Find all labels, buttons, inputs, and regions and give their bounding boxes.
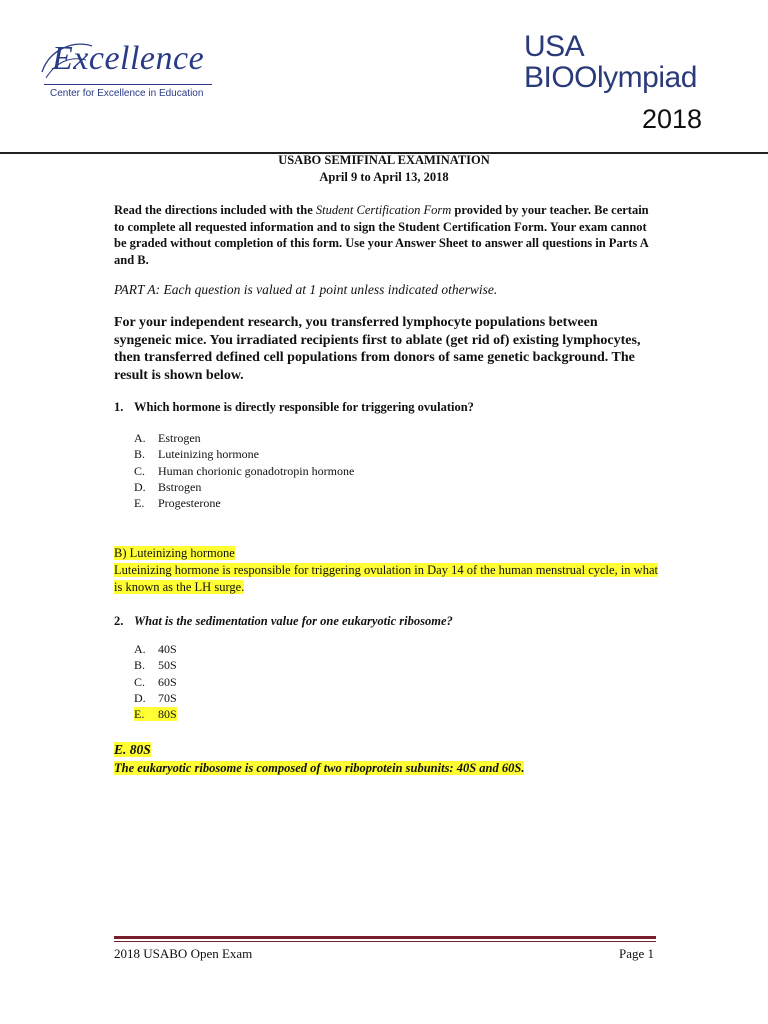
option-b[interactable]: B. Luteinizing hormone — [134, 447, 259, 462]
part-a-heading: PART A: Each question is valued at 1 point unless indicated otherwise. — [114, 282, 498, 297]
answer-1-explanation: Luteinizing hormone is responsible for triggering ovulation in Day 14 of the human menstrual cycle, in what is known as the LH surge. — [114, 563, 658, 594]
question-2-options — [134, 641, 177, 722]
option-d[interactable]: D. Bstrogen — [134, 479, 202, 494]
question-1-answer — [114, 545, 662, 596]
answer-1-title: B) Luteinizing hormone — [114, 546, 235, 560]
option-c[interactable]: C. Human chorionic gonadotropin hormone — [134, 463, 355, 478]
exam-dates: April 9 to April 13, 2018 — [319, 170, 449, 184]
option-d[interactable]: D. 70S — [134, 690, 177, 705]
option-e[interactable]: E. 80S — [134, 707, 177, 722]
answer-2-explanation: The eukaryotic ribosome is composed of two riboprotein subunits: 40S and 60S. — [114, 761, 525, 775]
question-2-number: 2. — [114, 614, 124, 628]
directions-text-2: provided by your teacher. Be certain to complete all requested information and to sign the Student Certification Form. Your exam cannot be graded without completion of this form. Use your Answer Sheet to answer all questions in Parts A and B. — [114, 203, 649, 267]
biolympiad-logo-text: BIOOlympiad — [524, 61, 697, 94]
question-1-number: 1. — [114, 400, 124, 414]
directions-form-name: Student Certification Form — [315, 203, 452, 217]
question-1-options — [134, 430, 354, 511]
footer-rule-thin — [114, 941, 656, 942]
question-1-text: Which hormone is directly responsible for triggering ovulation? — [134, 400, 474, 414]
logo-divider — [44, 84, 212, 85]
excellence-subtitle: Center for Excellence in Education — [50, 88, 204, 99]
footer-exam-name: 2018 USABO Open Exam — [114, 946, 253, 961]
excellence-logo-word: Excellence — [52, 40, 205, 77]
option-a[interactable]: A. Estrogen — [134, 431, 201, 445]
option-e[interactable]: E. Progesterone — [134, 496, 221, 511]
exam-title: USABO SEMIFINAL EXAMINATION — [278, 153, 490, 167]
question-2-answer — [114, 741, 662, 777]
research-paragraph: For your independent research, you transferred lymphocyte populations between syngeneic mice. You irradiated recipients first to ablate (get rid of) existing lymphocytes, then transferred defined cell populations from donors of same genetic background. The result is shown below. — [114, 315, 641, 383]
directions-paragraph — [114, 202, 654, 268]
footer-page-number: Page 1 — [618, 946, 654, 961]
logo-year: 2018 — [642, 104, 703, 134]
question-2-text: What is the sedimentation value for one eukaryotic ribosome? — [134, 614, 453, 628]
option-b[interactable]: B. 50S — [134, 658, 177, 673]
answer-2-title: E. 80S — [114, 742, 151, 757]
directions-text-1: Read the directions included with the — [114, 203, 316, 217]
usa-logo-text: USA — [524, 30, 585, 63]
footer-rule-thick — [114, 936, 656, 939]
option-c[interactable]: C. 60S — [134, 674, 177, 689]
option-a[interactable]: A. 40S — [134, 642, 177, 656]
